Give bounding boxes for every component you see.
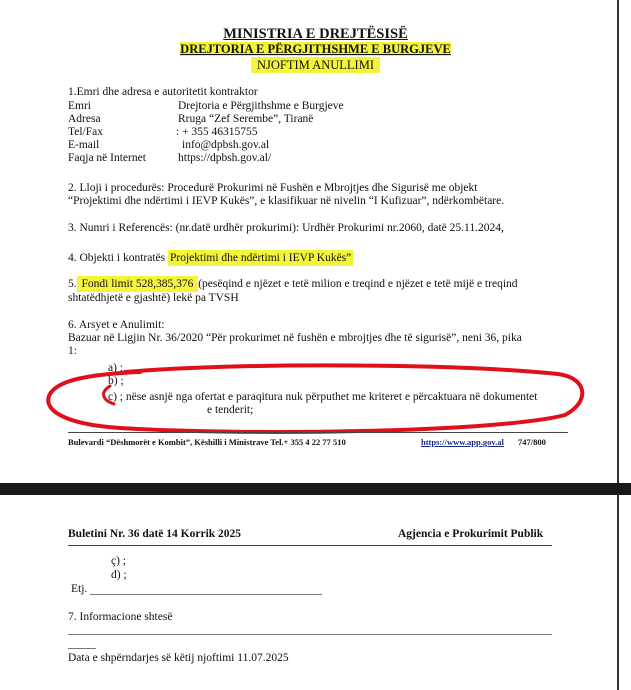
section2-line2: “Projektimi dhe ndërtimi i IEVP Kukës”, e klasifikuar në nivelin “I Kufizuar”, ndërkombëtare. (68, 195, 505, 207)
value-adresa: Rruga “Zef Serembe”, Tiranë (178, 113, 314, 125)
item-c-cedilla: ç) ; (111, 555, 127, 567)
footer-url[interactable]: https://www.app.gov.al (421, 437, 504, 447)
item-c-line2: e tenderit; (207, 404, 254, 416)
value-email: info@dpbsh.gov.al (182, 139, 270, 151)
section3-reference: 3. Numri i Referencës: (nr.datë urdhër prokurimi): Urdhër Prokurimi nr.2060, datë 25.11.2024, (68, 222, 504, 234)
directorate-text: DREJTORIA E PËRGJITHSHME E BURGJEVE (180, 42, 451, 56)
header-rule (68, 545, 552, 546)
value-telfax: : + 355 46315755 (176, 126, 258, 138)
page-separator (0, 483, 631, 495)
label-adresa: Adresa (68, 113, 101, 125)
annotation-circle (30, 360, 590, 435)
section5-line2: shtatëdhjetë e gjashtë) lekë pa TVSH (68, 292, 239, 304)
document-page-2 (0, 495, 631, 690)
dispatch-date: Data e shpërndarjes së këtij njoftimi 11.07.2025 (68, 652, 289, 664)
ministry-title: MINISTRIA E DREJTËSISË (223, 26, 408, 42)
label-emri: Emri (68, 100, 91, 112)
item-b: b) ; (108, 375, 124, 387)
section7-heading: 7. Informacione shtesë (68, 611, 173, 623)
value-website: https://dpbsh.gov.al/ (178, 152, 272, 164)
section4-prefix: 4. Objekti i kontratës (68, 252, 168, 264)
label-website: Faqja në Internet (68, 152, 146, 164)
notice-title (0, 58, 631, 73)
section5-rest: (pesëqind e njëzet e tetë milion e treqind e njëzet e tetë mijë e treqind (198, 278, 518, 290)
etj-blank-line (90, 594, 322, 595)
page-edge-right (617, 0, 619, 483)
item-d: d) ; (111, 569, 127, 581)
section4-object (68, 252, 353, 265)
etj-label: Etj. (71, 583, 88, 595)
section2-line1: 2. Lloji i procedurës: Procedurë Prokurimi në Fushën e Mbrojtjes dhe Sigurisë me objekt (68, 182, 478, 194)
footer-address: Bulevardi “Dëshmorët e Kombit”, Këshilli i Ministrave Tel.+ 355 4 22 77 510 (68, 437, 346, 447)
notice-text: NJOFTIM ANULLIMI (251, 57, 380, 73)
item-a: a) ; (108, 362, 124, 374)
label-telfax: Tel/Fax (68, 126, 103, 138)
short-blank-line (68, 648, 96, 649)
section1-heading: 1.Emri dhe adresa e autoritetit kontraktor (68, 86, 258, 98)
item-c-line1: c) ; nëse asnjë nga ofertat e paraqitura nuk përputhet me kriteret e përcaktuara në dokumentet (108, 391, 538, 403)
section4-highlight: Projektimi dhe ndërtimi i IEVP Kukës” (169, 252, 352, 264)
agency-name: Agjencia e Prokurimit Publik (398, 528, 544, 540)
bulletin-title: Buletini Nr. 36 datë 14 Korrik 2025 (68, 528, 242, 540)
section6-basis-line2: 1: (68, 345, 77, 357)
section5-highlight: Fondi limit 528,385,376 (78, 278, 197, 290)
page2-edge-right (617, 495, 619, 690)
value-emri: Drejtoria e Përgjithshme e Burgjeve (178, 100, 344, 112)
label-email: E-mail (68, 139, 100, 151)
section6-heading: 6. Arsyet e Anulimit: (68, 319, 165, 331)
footer-rule (68, 432, 568, 433)
section7-blank-line (68, 634, 552, 635)
directorate-title (0, 42, 631, 57)
section6-basis-line1: Bazuar në Ligjin Nr. 36/2020 “Për prokurimet në fushën e mbrojtjes dhe të sigurisë”, neni 36, pika (68, 332, 522, 344)
section5-fund (68, 278, 518, 291)
section5-number: 5. (68, 278, 77, 290)
footer-page-number: 747/800 (518, 437, 546, 447)
